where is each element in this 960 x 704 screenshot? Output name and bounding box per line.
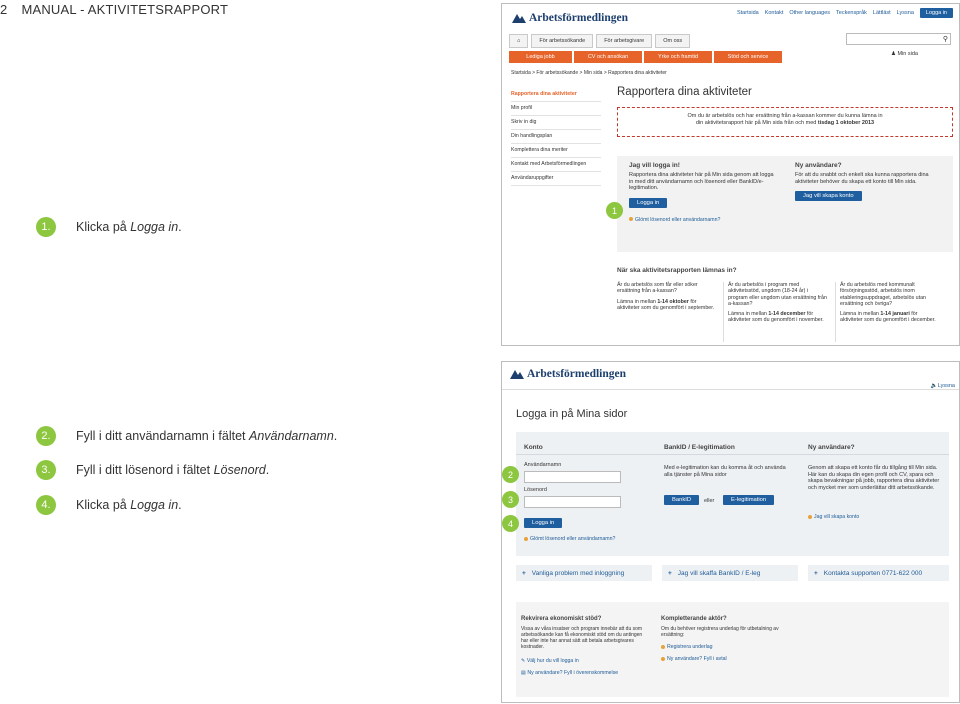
orange-menu: [509, 51, 782, 63]
step-badge: 3.: [36, 460, 56, 480]
logo-mark-icon: [510, 370, 524, 379]
new-user-title: Ny användare?: [808, 444, 855, 451]
callout-badge-2: 2: [502, 466, 519, 483]
menu-cv[interactable]: CV och ansökan: [574, 51, 642, 63]
step-text: Klicka på Logga in.: [76, 498, 182, 512]
screenshot-login-page: [501, 361, 960, 703]
username-label: Användarnamn: [524, 462, 562, 468]
new-user-title: Ny användare?: [795, 162, 842, 169]
help-problems-link[interactable]: + Vanliga problem med inloggning: [516, 565, 652, 581]
site-logo[interactable]: Arbetsförmedlingen: [510, 368, 626, 380]
forgot-link[interactable]: Glömt lösenord eller användarnamn?: [629, 217, 779, 223]
step-1: [36, 217, 182, 237]
sidebar-item-rapportera[interactable]: Rapportera dina aktiviteter: [511, 88, 601, 102]
lower-left-link-2[interactable]: ▤ Ny användare? Fyll i överenskommelse: [521, 670, 619, 676]
step-text: Klicka på Logga in.: [76, 220, 182, 234]
lyssna-link[interactable]: 🔈Lyssna: [930, 383, 955, 389]
notice-box: Om du är arbetslös och har ersättning från a-kassan kommer du kunna lämna in din aktivitetsrapport här på Min sida från och med tisdag 1 oktober 2013: [617, 107, 953, 137]
panel-divider: [516, 454, 949, 455]
create-account-button[interactable]: Jag vill skapa konto: [795, 191, 862, 201]
document-icon: ▤: [521, 670, 526, 676]
login-button[interactable]: Logga in: [524, 518, 562, 528]
create-account-link[interactable]: Jag vill skapa konto: [808, 514, 859, 520]
sidebar-item-handlingsplan[interactable]: Din handlingsplan: [511, 130, 601, 144]
password-input[interactable]: [524, 496, 621, 508]
person-icon: ♟: [891, 51, 896, 57]
bankid-title: BankID / E-legitimation: [664, 444, 735, 451]
e-legitimation-button[interactable]: E-legitimation: [723, 495, 774, 505]
lower-right-title: Kompletterande aktör?: [661, 616, 727, 622]
forgot-link[interactable]: Glömt lösenord eller användarnamn?: [524, 536, 615, 542]
lower-left-link-1[interactable]: ✎ Välj hur du vill logga in: [521, 658, 579, 664]
step-3: [36, 460, 269, 480]
plus-icon: +: [668, 569, 672, 577]
sidebar-item-kontakt[interactable]: Kontakt med Arbetsförmedlingen: [511, 158, 601, 172]
manual-header: [0, 2, 228, 17]
bullet-icon: [808, 515, 812, 519]
login-panel-text: Rapportera dina aktiviteter här på Min sida genom att logga in med ditt användarnamn och lösenord eller BankID/e-legitimation.: [629, 172, 774, 191]
top-login-button[interactable]: Logga in: [920, 8, 953, 18]
login-panel: [516, 432, 949, 556]
page-number: 2: [0, 2, 8, 17]
callout-badge-4: 4: [502, 515, 519, 532]
toplink-teckensprak[interactable]: Teckenspråk: [836, 10, 867, 16]
step-4: [36, 495, 182, 515]
info-col-1: Är du arbetslös som får eller söker ersättning från a-kassan? Lämna in mellan 1-14 oktober för aktiviteter som du genomfört i september.: [617, 282, 715, 311]
toplink-lattlast[interactable]: Lättläst: [872, 10, 891, 16]
nav-home-icon[interactable]: ⌂: [509, 34, 528, 48]
step-text: Fyll i ditt lösenord i fältet Lösenord.: [76, 463, 270, 477]
new-user-text: Genom att skapa ett konto får du tillgång till Min sida. Här kan du skapa din egen profil och CV, spara och skapa bevakningar på jobb, rapportera dina aktiviteter och mycket mer som underlättar ditt arbetssökande.: [808, 465, 940, 492]
bullet-icon: [629, 217, 633, 221]
login-panel-title: Jag vill logga in!: [629, 162, 680, 169]
toplink-startsida[interactable]: Startsida: [736, 10, 759, 16]
bullet-icon: [661, 657, 665, 661]
new-user-text: För att du snabbt och enkelt ska kunna rapportera dina aktiviteter behöver du skapa ett konto till Min sida.: [795, 172, 929, 185]
speaker-icon: 🔈: [930, 383, 938, 389]
info-col-3: Är du arbetslös med kommunalt försörjningsstöd, arbetslös inom etableringsuppdraget, arbetslös utan ersättning och övriga? Lämna in mellan 1-14 januari för aktiviteter som du genomfört i december.: [840, 282, 936, 324]
callout-badge-3: 3: [502, 491, 519, 508]
bullet-icon: [661, 645, 665, 649]
breadcrumb: Startsida > För arbetssökande > Min sida > Rapportera dina aktiviteter: [511, 70, 667, 76]
lower-panel: [516, 602, 949, 697]
lower-right-link-2[interactable]: Ny användare? Fyll i avtal: [661, 656, 727, 662]
bankid-text: Med e-legitimation kan du komma åt och använda alla tjänster på Mina sidor: [664, 465, 786, 478]
password-label: Lösenord: [524, 487, 547, 493]
help-bankid-link[interactable]: + Jag vill skaffa BankID / E-leg: [662, 565, 798, 581]
login-panel: [629, 162, 779, 223]
when-heading: När ska aktivitetsrapporten lämnas in?: [617, 267, 737, 274]
lower-left-title: Rekvirera ekonomiskt stöd?: [521, 616, 602, 622]
header-divider: [502, 389, 959, 390]
step-text: Fyll i ditt användarnamn i fältet Användarnamn.: [76, 429, 338, 443]
sidebar-item-meriter[interactable]: Komplettera dina meriter: [511, 144, 601, 158]
bankid-button[interactable]: BankID: [664, 495, 699, 505]
step-badge: 2.: [36, 426, 56, 446]
sidebar-item-skriv-in[interactable]: Skriv in dig: [511, 116, 601, 130]
lower-right-text: Om du behöver registrera underlag för utbetalning av ersättning:: [661, 626, 779, 638]
divider: [835, 282, 836, 342]
nav-tab-om-oss[interactable]: Om oss: [655, 34, 690, 48]
toplink-kontakt[interactable]: Kontakt: [764, 10, 784, 16]
page-title: Rapportera dina aktiviteter: [617, 86, 752, 98]
search-icon[interactable]: ⚲: [942, 36, 948, 43]
new-user-panel: [795, 162, 943, 201]
lower-right-link-1[interactable]: Registrera underlag: [661, 644, 713, 650]
sidebar-item-profil[interactable]: Min profil: [511, 102, 601, 116]
top-links: [737, 8, 953, 18]
step-2: [36, 426, 337, 446]
search-input[interactable]: [846, 33, 951, 45]
toplink-languages[interactable]: Other languages: [789, 10, 831, 16]
lower-left-text: Vissa av våra insatser och program innebär att du som arbetssökande kan få ekonomiskt stöd om du antingen har eller inte har annat sätt att betala arbetsgivares kostnader.: [521, 626, 643, 650]
konto-title: Konto: [524, 444, 543, 451]
plus-icon: +: [814, 569, 818, 577]
site-logo[interactable]: Arbetsförmedlingen: [512, 12, 628, 24]
step-badge: 1.: [36, 217, 56, 237]
info-col-2: Är du arbetslös i program med aktivitetsstöd, ungdom (18-24 år) i program eller ungdom utan ersättning från a-kassan? Lämna in mellan 1-14 december för aktiviteter som du genomfört i november.: [728, 282, 827, 324]
divider: [723, 282, 724, 342]
callout-badge-1: 1: [606, 202, 623, 219]
nav-tab-arbetssokande[interactable]: För arbetssökande: [531, 34, 593, 48]
page-title: Logga in på Mina sidor: [516, 408, 628, 420]
step-badge: 4.: [36, 495, 56, 515]
menu-lediga-jobb[interactable]: Lediga jobb: [509, 51, 572, 63]
sidebar: [511, 88, 601, 186]
logo-mark-icon: [512, 14, 526, 23]
toplink-lyssna[interactable]: Lyssna: [896, 10, 914, 16]
edit-icon: ✎: [521, 658, 526, 664]
minsida-link[interactable]: ♟ Min sida: [891, 51, 918, 57]
login-button[interactable]: Logga in: [629, 198, 667, 208]
screenshot-report-page: [501, 3, 960, 346]
username-input[interactable]: [524, 471, 621, 483]
or-text: eller: [704, 498, 715, 504]
bullet-icon: [524, 537, 528, 541]
nav-tab-arbetsgivare[interactable]: För arbetsgivare: [596, 34, 652, 48]
help-support-link[interactable]: + Kontakta supporten 0771-622 000: [808, 565, 949, 581]
main-nav: [509, 34, 690, 48]
manual-title: MANUAL - AKTIVITETSRAPPORT: [21, 2, 229, 17]
menu-stod[interactable]: Stöd och service: [714, 51, 782, 63]
plus-icon: +: [522, 569, 526, 577]
sidebar-item-anvandaruppgifter[interactable]: Användaruppgifter: [511, 172, 601, 186]
menu-yrke[interactable]: Yrke och framtid: [644, 51, 712, 63]
